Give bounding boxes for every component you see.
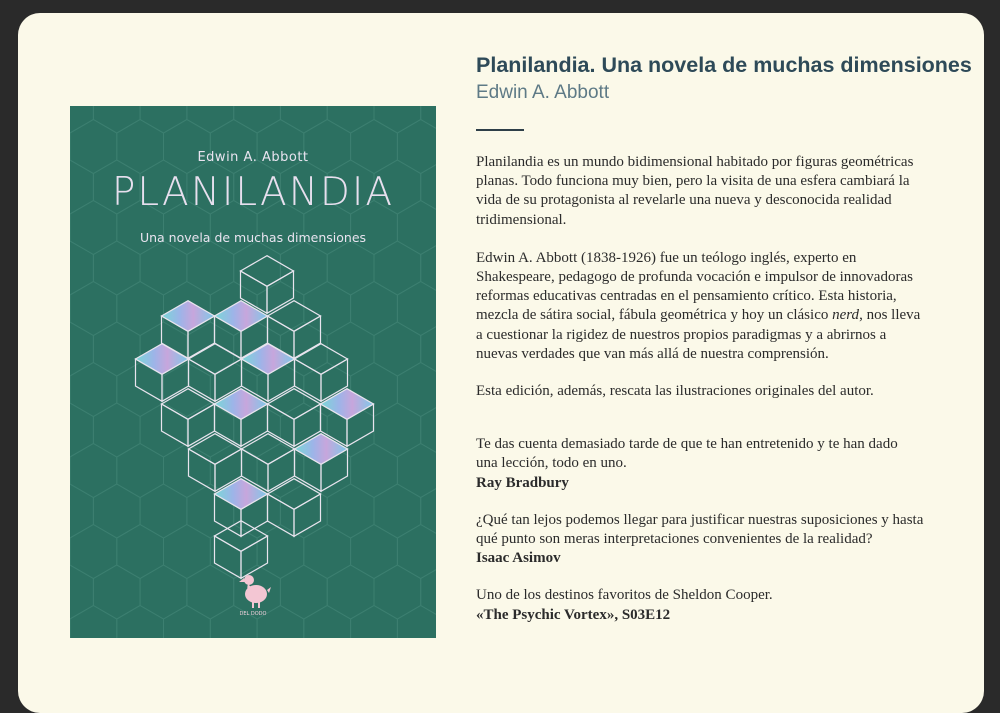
cube-face (162, 301, 215, 332)
quote (476, 511, 926, 569)
quote-text: Te das cuenta demasiado tarde de que te han entretenido y te han dado una lección, todo en uno. (476, 436, 898, 472)
cube-face (189, 344, 242, 375)
cover-subtitle: Una novela de muchas dimensiones (139, 230, 367, 245)
cube-face (162, 404, 189, 446)
cover-title: PLANILANDIA (111, 170, 395, 215)
quote-text: ¿Qué tan lejos podemos llegar para justificar nuestras suposiciones y hasta qué punto son meras interpretaciones convenientes de la realidad? (476, 511, 924, 548)
quote (476, 586, 966, 624)
cube-face (241, 256, 294, 287)
cube-face (268, 404, 295, 446)
cube-face (189, 449, 216, 491)
cube-face (294, 494, 321, 536)
cube-face (189, 434, 242, 465)
dodo-logo-icon (238, 570, 272, 610)
cube-face (215, 389, 268, 420)
book-info (476, 50, 972, 625)
description-paragraph: Esta edición, además, rescata las ilustraciones originales del autor. (476, 383, 874, 400)
publisher-label: DEL DODO (239, 611, 267, 617)
cover-author: Edwin A. Abbott (197, 150, 309, 165)
cube-face (295, 434, 348, 465)
cube-face (267, 271, 294, 313)
cube-face (242, 434, 295, 465)
cube-face (136, 344, 189, 375)
cube-face (295, 344, 348, 375)
cube-face (242, 344, 295, 375)
quote (476, 435, 921, 493)
cube-face (268, 479, 321, 510)
description-paragraph (476, 249, 926, 364)
cube-illustration (70, 106, 436, 638)
quote-author: Ray Bradbury (476, 474, 569, 491)
description-text: Edwin A. Abbott (1838-1926) fue un teólogo inglés, experto en Shakespeare, pedagogo de profunda vocación e impulsor de innovadoras reformas educativas centradas en el pensamiento crítico. Esta historia, mezcla de sátira social, fábula geométrica y hoy un clásico (476, 249, 913, 324)
cube-face (268, 494, 295, 536)
book-author: Edwin A. Abbott (476, 82, 610, 103)
cube-face (295, 359, 322, 401)
cube-face (215, 301, 268, 332)
book-cover-image[interactable] (70, 106, 436, 638)
description-text: , nos lleva a cuestionar la rigidez de nuestros propios paradigmas y a abrirnos a nuevas verdades que van más allá de nuestra comprensión. (476, 307, 921, 362)
quote-author: «The Psychic Vortex», S03E12 (476, 606, 671, 623)
description-emphasis: nerd (832, 307, 860, 324)
cube-face (215, 479, 268, 510)
quote-author: Isaac Asimov (476, 550, 561, 567)
cube-face (268, 389, 321, 420)
cube-face (162, 389, 215, 420)
book-title: Planilandia. Una novela de muchas dimensiones (476, 53, 972, 77)
cube-face (268, 301, 321, 332)
quote-text: Uno de los destinos favoritos de Sheldon Cooper. (476, 587, 773, 604)
cube-face (321, 389, 374, 420)
cube-face (268, 449, 295, 491)
divider (476, 129, 524, 131)
cube-face (188, 404, 215, 446)
cube-face (189, 359, 216, 401)
description-paragraph: Planilandia es un mundo bidimensional habitado por figuras geométricas planas. Todo funciona muy bien, pero la visita de una esfera cambiará la vida de su protagonista al revelarle una nueva y desconocida realidad tridimensional. (476, 154, 914, 228)
